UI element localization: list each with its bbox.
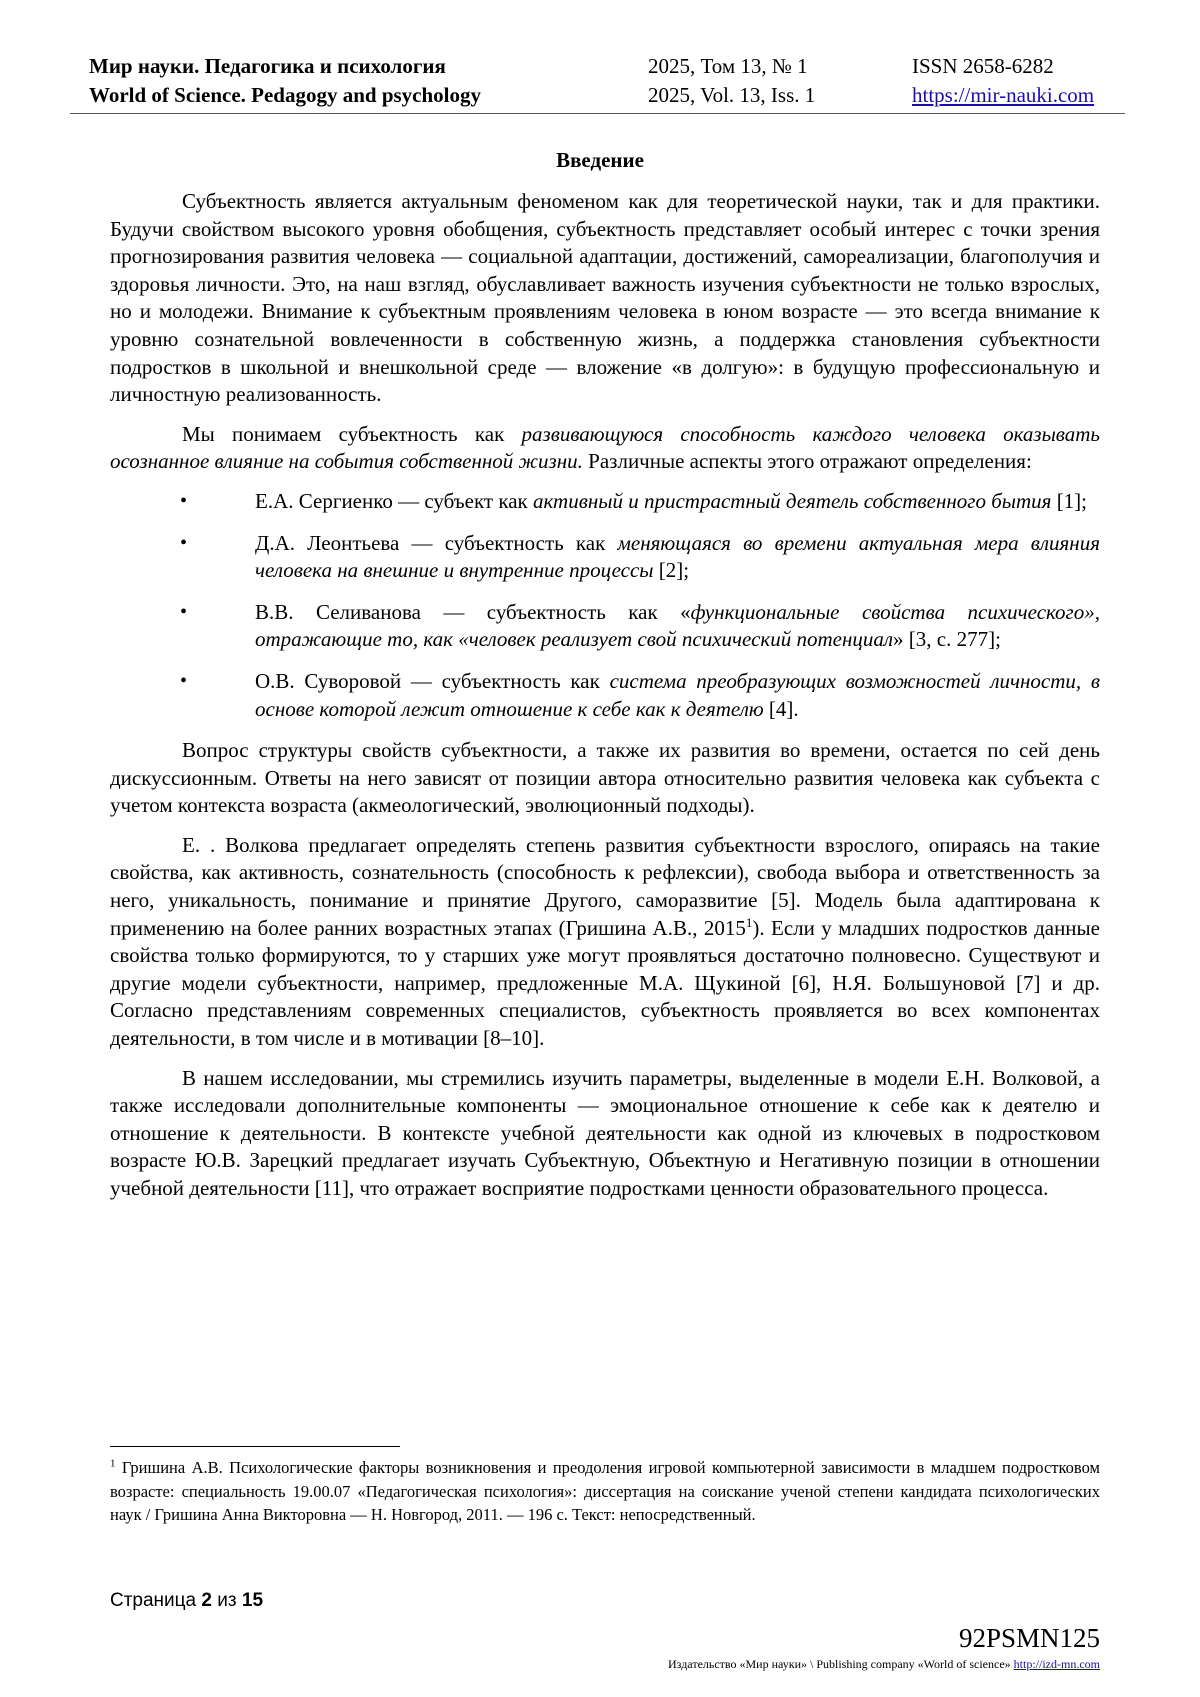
footnote-mark: 1: [110, 1457, 116, 1470]
list-item: • Е.А. Сергиенко — субъект как активный и пристрастный деятель собственного бытия [1];: [110, 488, 1100, 516]
bullet-icon: •: [180, 600, 188, 623]
paragraph-5: В нашем исследовании, мы стремились изучить параметры, выделенные в модели Е.Н. Волковой, а также исследовали дополнительные компоненты — эмоциональное отношение к себе как к деятелю и отношение к деятельности. В контексте учебной деятельности как одной из ключевых в подростковом возрасте Ю.В. Зарецкий предлагает изучать Субъектную, Объектную и Негативную позиции в отношении учебной деятельности [11], что отражает восприятие подростками ценности образовательного процесса.: [110, 1065, 1100, 1200]
journal-url-link[interactable]: https://mir-nauki.com: [912, 83, 1095, 107]
list-item: • О.В. Суворовой — субъектность как система преобразующих возможностей личности, в основе которой лежит отношение к себе как к деятелю [4].: [180, 668, 1100, 721]
article-body: [110, 188, 1100, 1215]
publisher-line: Издательство «Мир науки» \ Publishing company «World of science» http://izd-mn.com: [668, 1657, 1100, 1671]
issue-ru: 2025, Том 13, № 1: [648, 54, 808, 78]
publisher-link[interactable]: http://izd-mn.com: [1013, 1657, 1100, 1671]
paragraph-2: Мы понимаем субъектность как развивающуюся способность каждого человека оказывать осознанное влияние на события собственной жизни. Различные аспекты этого отражают определения:: [110, 421, 1100, 474]
paragraph-3: Вопрос структуры свойств субъектности, а также их развития во времени, остается по сей день дискуссионным. Ответы на него зависят от позиции автора относительно развития человека как субъекта с учетом контекста возраста (акмеологический, эволюционный подходы).: [110, 738, 1100, 818]
list-item: • В.В. Селиванова — субъектность как «функциональные свойства психического», отражающие то, как «человек реализует свой психический потенциал» [3, с. 277];: [180, 599, 1100, 652]
definitions-list: [110, 488, 1100, 723]
list-item: • Д.А. Леонтьева — субъектность как меняющаяся во времени актуальная мера влияния человека на внешние и внутренние процессы [2];: [180, 530, 1100, 583]
bullet-icon: •: [180, 669, 188, 692]
footnote-ref[interactable]: 1: [745, 914, 753, 930]
journal-title-ru: Мир науки. Педагогика и психология: [89, 54, 446, 78]
bullet-icon: •: [180, 489, 188, 512]
article-code: 92PSMN125: [958, 1623, 1100, 1653]
footnote: $^1$ Гришина А.В. Психологические факторы возникновения и преодоления игровой компьютерной зависимости в младшем подростковом возрасте: специальность 19.00.07 «Педагогическая психология»: диссертация на соискание ученой степени кандидата психологических наук / Гришина Анна Викторовна — Н. Новгород, 2011. — 196 с. Текст: непосредственный.: [110, 1457, 1100, 1524]
header-divider: [70, 113, 1125, 114]
issn-info: [912, 52, 1094, 110]
paragraph-4: Е. . Волкова предлагает определять степень развития субъектности взрослого, опираясь на такие свойства, как активность, сознательность (способность к рефлексии), свобода выбора и ответственность за него, уникальность, понимание и принятие Другого, саморазвитие [5]. Модель была адаптирована к применению на более ранних возрастных этапах (Гришина А.В., 2015$^1$). Если у младших подростков данные свойства только формируются, то у старших уже могут проявляться достаточно полновесно. Существуют и другие модели субъектности, например, предложенные М.А. Щукиной [6], Н.Я. Большуновой [7] и др. Согласно представлениям современных специалистов, субъектность проявляется во всех компонентах деятельности, в том числе и в мотивации [8–10].: [110, 832, 1100, 1051]
issue-info: [648, 52, 815, 110]
journal-title-en: World of Science. Pedagogy and psychology: [89, 83, 482, 107]
issn: ISSN 2658-6282: [912, 54, 1054, 78]
section-title: Введение: [556, 148, 644, 172]
bullet-icon: •: [180, 531, 188, 554]
paragraph-1: Субъектность является актуальным феноменом как для теоретической науки, так и для практики. Будучи свойством высокого уровня обобщения, субъектность представляет особый интерес с точки зрения прогнозирования развития человека — социальной адаптации, достижений, самореализации, благополучия и здоровья личности. Это, на наш взгляд, обуславливает важность изучения субъектности не только взрослых, но и молодежи. Внимание к субъектным проявлениям человека в юном возрасте — это всегда внимание к уровню сознательной вовлеченности в собственную жизнь, а поддержка становления субъектности подростков в школьной и внешкольной среде — вложение «в долгую»: в будущую профессиональную и личностную реализованность.: [110, 189, 1100, 407]
page-number: Страница 2 из 15: [110, 1590, 264, 1611]
issue-en: 2025, Vol. 13, Iss. 1: [648, 83, 816, 107]
journal-title: [89, 52, 481, 110]
footnote-divider: [110, 1446, 400, 1447]
